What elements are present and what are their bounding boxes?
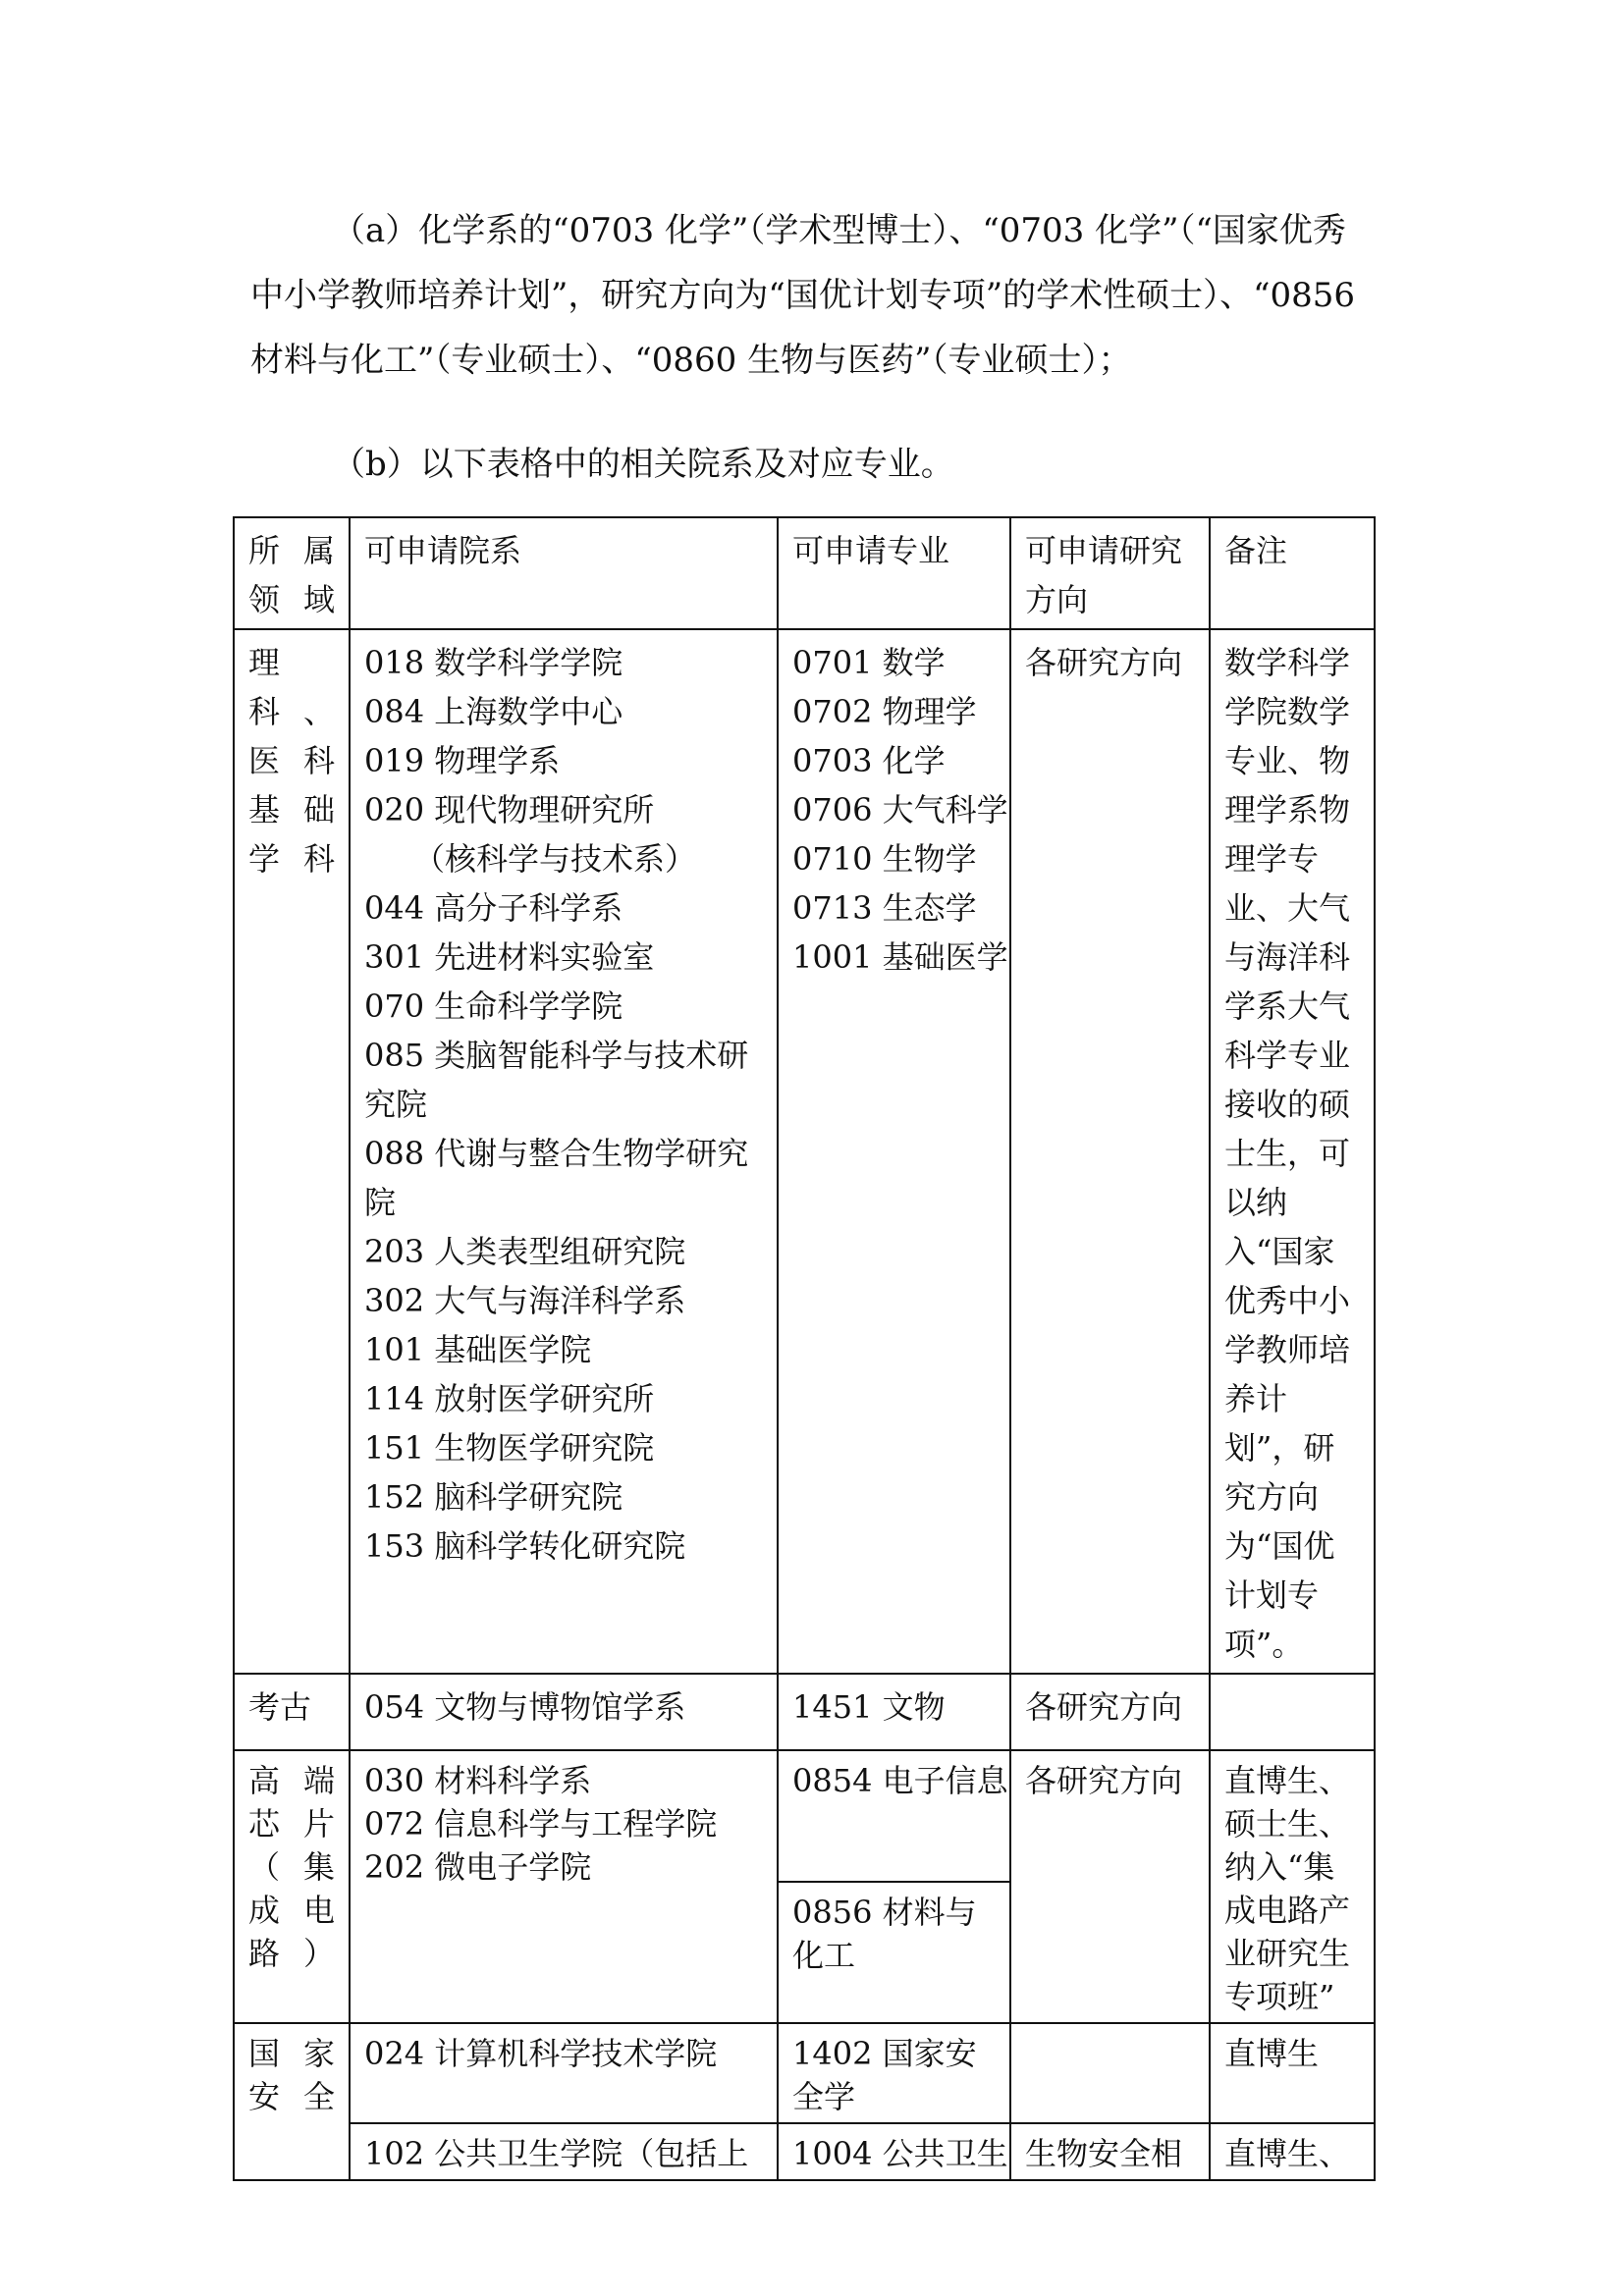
paragraph-a	[250, 198, 1389, 393]
dept-item: 152 脑科学研究院	[364, 1478, 623, 1516]
dept-item: 020 现代物理研究所	[364, 791, 655, 828]
row-1-majors	[778, 629, 1010, 1674]
row-4-directions	[1010, 2023, 1210, 2123]
major-item: 0701 数学	[792, 644, 946, 681]
row-1-field: 理科、医科基础学科	[234, 629, 350, 1674]
dept-item: 088 代谢与整合生物学研究院	[364, 1135, 749, 1221]
header-majors: 可申请专业	[778, 517, 1010, 629]
dept-item: 019 物理学系	[364, 742, 561, 779]
row-4-majors: 1402 国家安全学	[778, 2023, 1010, 2123]
paragraph-a-line-3: 材料与化工”（专业硕士）、“0860 生物与医药”（专业硕士）；	[250, 341, 1132, 380]
table-header-row	[234, 517, 1375, 629]
major-item: 0710 生物学	[792, 840, 977, 878]
dept-item: （核科学与技术系）	[413, 840, 697, 878]
row-2-notes	[1210, 1674, 1375, 1750]
header-field: 所属领域	[234, 517, 350, 629]
paragraph-b: （b）以下表格中的相关院系及对应专业。	[332, 445, 954, 484]
header-directions: 可申请研究方向	[1010, 517, 1210, 629]
dept-item: 153 脑科学转化研究院	[364, 1527, 686, 1565]
row-2-field: 考古	[234, 1674, 350, 1750]
row-3-major-1: 0854 电子信息	[778, 1750, 1010, 1882]
row-3-notes: 直博生、硕士生、纳入“集成电路产业研究生专项班”	[1210, 1750, 1375, 2023]
row-5-departments: 102 公共卫生学院（包括上	[350, 2123, 778, 2180]
row-3-major-2: 0856 材料与化工	[778, 1882, 1010, 2023]
table-row	[234, 629, 1375, 1674]
dept-item: 151 生物医学研究院	[364, 1429, 655, 1467]
row-5-majors: 1004 公共卫生	[778, 2123, 1010, 2180]
row-5-directions: 生物安全相	[1010, 2123, 1210, 2180]
row-3-directions: 各研究方向	[1010, 1750, 1210, 2023]
dept-item: 085 类脑智能科学与技术研究院	[364, 1037, 749, 1123]
dept-item: 203 人类表型组研究院	[364, 1233, 686, 1270]
dept-item: 202 微电子学院	[364, 1848, 592, 1886]
row-1-departments	[350, 629, 778, 1674]
row-4-departments: 024 计算机科学技术学院	[350, 2023, 778, 2123]
row-1-notes: 数学科学学院数学专业、物理学系物理学专业、大气与海洋科学系大气科学专业接收的硕士生，可以纳入“国家优秀中小学教师培养计划”，研究方向为“国优计划专项”。	[1210, 629, 1375, 1674]
dept-item: 072 信息科学与工程学院	[364, 1805, 718, 1842]
row-2-departments: 054 文物与博物馆学系	[350, 1674, 778, 1750]
dept-item: 018 数学科学学院	[364, 644, 623, 681]
table-row	[234, 2123, 1375, 2180]
major-item: 0702 物理学	[792, 693, 977, 730]
eligible-departments-table	[233, 516, 1376, 2181]
table-row	[234, 1750, 1375, 1882]
dept-item: 044 高分子科学系	[364, 889, 623, 927]
row-4-field: 国家安全	[234, 2023, 350, 2180]
paragraph-a-line-2: 中小学教师培养计划”，研究方向为“国优计划专项”的学术性硕士）、“0856	[250, 276, 1356, 315]
major-item: 0713 生态学	[792, 889, 977, 927]
dept-item: 084 上海数学中心	[364, 693, 623, 730]
table-row	[234, 1674, 1375, 1750]
row-1-directions: 各研究方向	[1010, 629, 1210, 1674]
dept-item: 030 材料科学系	[364, 1762, 592, 1799]
header-departments: 可申请院系	[350, 517, 778, 629]
row-2-majors: 1451 文物	[778, 1674, 1010, 1750]
row-3-field: 高端芯片（集成电路）	[234, 1750, 350, 2023]
major-item: 0703 化学	[792, 742, 946, 779]
row-5-notes: 直博生、	[1210, 2123, 1375, 2180]
table-row	[234, 2023, 1375, 2123]
dept-item: 101 基础医学院	[364, 1331, 592, 1368]
row-2-directions: 各研究方向	[1010, 1674, 1210, 1750]
row-4-notes: 直博生	[1210, 2023, 1375, 2123]
header-notes: 备注	[1210, 517, 1375, 629]
paragraph-a-line-1: （a）化学系的“0703 化学”（学术型博士）、“0703 化学”（“国家优秀	[332, 211, 1346, 250]
major-item: 1001 基础医学	[792, 938, 1008, 976]
row-3-departments	[350, 1750, 778, 2023]
dept-item: 302 大气与海洋科学系	[364, 1282, 686, 1319]
major-item: 0706 大气科学	[792, 791, 1008, 828]
dept-item: 114 放射医学研究所	[364, 1380, 655, 1417]
dept-item: 301 先进材料实验室	[364, 938, 655, 976]
dept-item: 070 生命科学学院	[364, 988, 623, 1025]
